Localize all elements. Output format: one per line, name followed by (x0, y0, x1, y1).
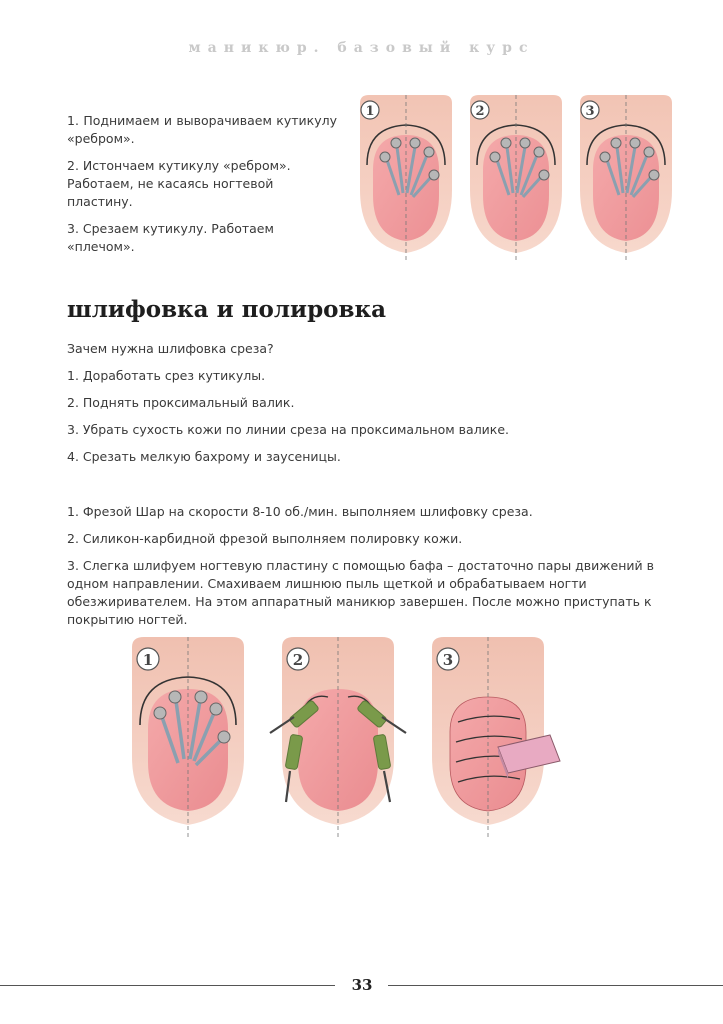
intro-step-1: 1. Поднимаем и выворачиваем кутикулу «ребром». (67, 113, 337, 146)
section-title: шлифовка и полировка (67, 296, 387, 323)
intro-step-3: 3. Срезаем кутикулу. Работаем «плечом». (67, 221, 274, 254)
polish-figure-3 (432, 637, 560, 837)
question: Зачем нужна шлифовка среза? (67, 341, 274, 356)
nail-figure-2 (470, 95, 562, 260)
reason-2: 2. Поднять проксимальный валик. (67, 395, 295, 410)
nail-figure-3-label: 3 (585, 104, 595, 119)
polish-step-1: 1. Фрезой Шар на скорости 8-10 об./мин. выполняем шлифовку среза. (67, 504, 533, 519)
intro-step-2: 2. Истончаем кутикулу «ребром». Работаем, не касаясь ногтевой пластину. (67, 158, 291, 209)
nail-figure-1-label: 1 (365, 104, 375, 119)
polish-step-3: 3. Слегка шлифуем ногтевую пластину с помощью бафа – достаточно пары движений в одном направлении. Смахиваем лишнюю пыль щеткой и обрабатываем ногти обезжиривателем. На этом аппаратный маникюр завершен. После можно приступать к покрытию ногтей. (67, 558, 655, 627)
footer-rule-left (0, 985, 335, 986)
page-number: 33 (351, 976, 373, 994)
reason-3: 3. Убрать сухость кожи по линии среза на проксимальном валике. (67, 422, 510, 437)
reason-1: 1. Доработать срез кутикулы. (67, 368, 266, 383)
polish-step-2: 2. Силикон-карбидной фрезой выполняем полировку кожи. (67, 531, 463, 546)
running-header: маникюр. базовый курс (188, 40, 535, 56)
nail-figure-2-label: 2 (475, 104, 485, 119)
nail-figure-3 (580, 95, 672, 260)
intro-steps (67, 112, 337, 265)
polish-figure-1-label: 1 (142, 651, 154, 669)
reasons-list (67, 340, 509, 475)
polish-figure-2 (270, 637, 406, 837)
polish-figure-1 (132, 637, 244, 837)
footer-rule-right (388, 985, 723, 986)
polishing-illustration-row (128, 637, 568, 837)
polish-figure-3-label: 3 (442, 651, 454, 669)
polish-figure-2-label: 2 (292, 651, 304, 669)
cuticle-illustration-row (355, 95, 675, 260)
polishing-steps (67, 503, 667, 638)
reason-4: 4. Срезать мелкую бахрому и заусеницы. (67, 449, 341, 464)
nail-figure-1 (360, 95, 452, 260)
